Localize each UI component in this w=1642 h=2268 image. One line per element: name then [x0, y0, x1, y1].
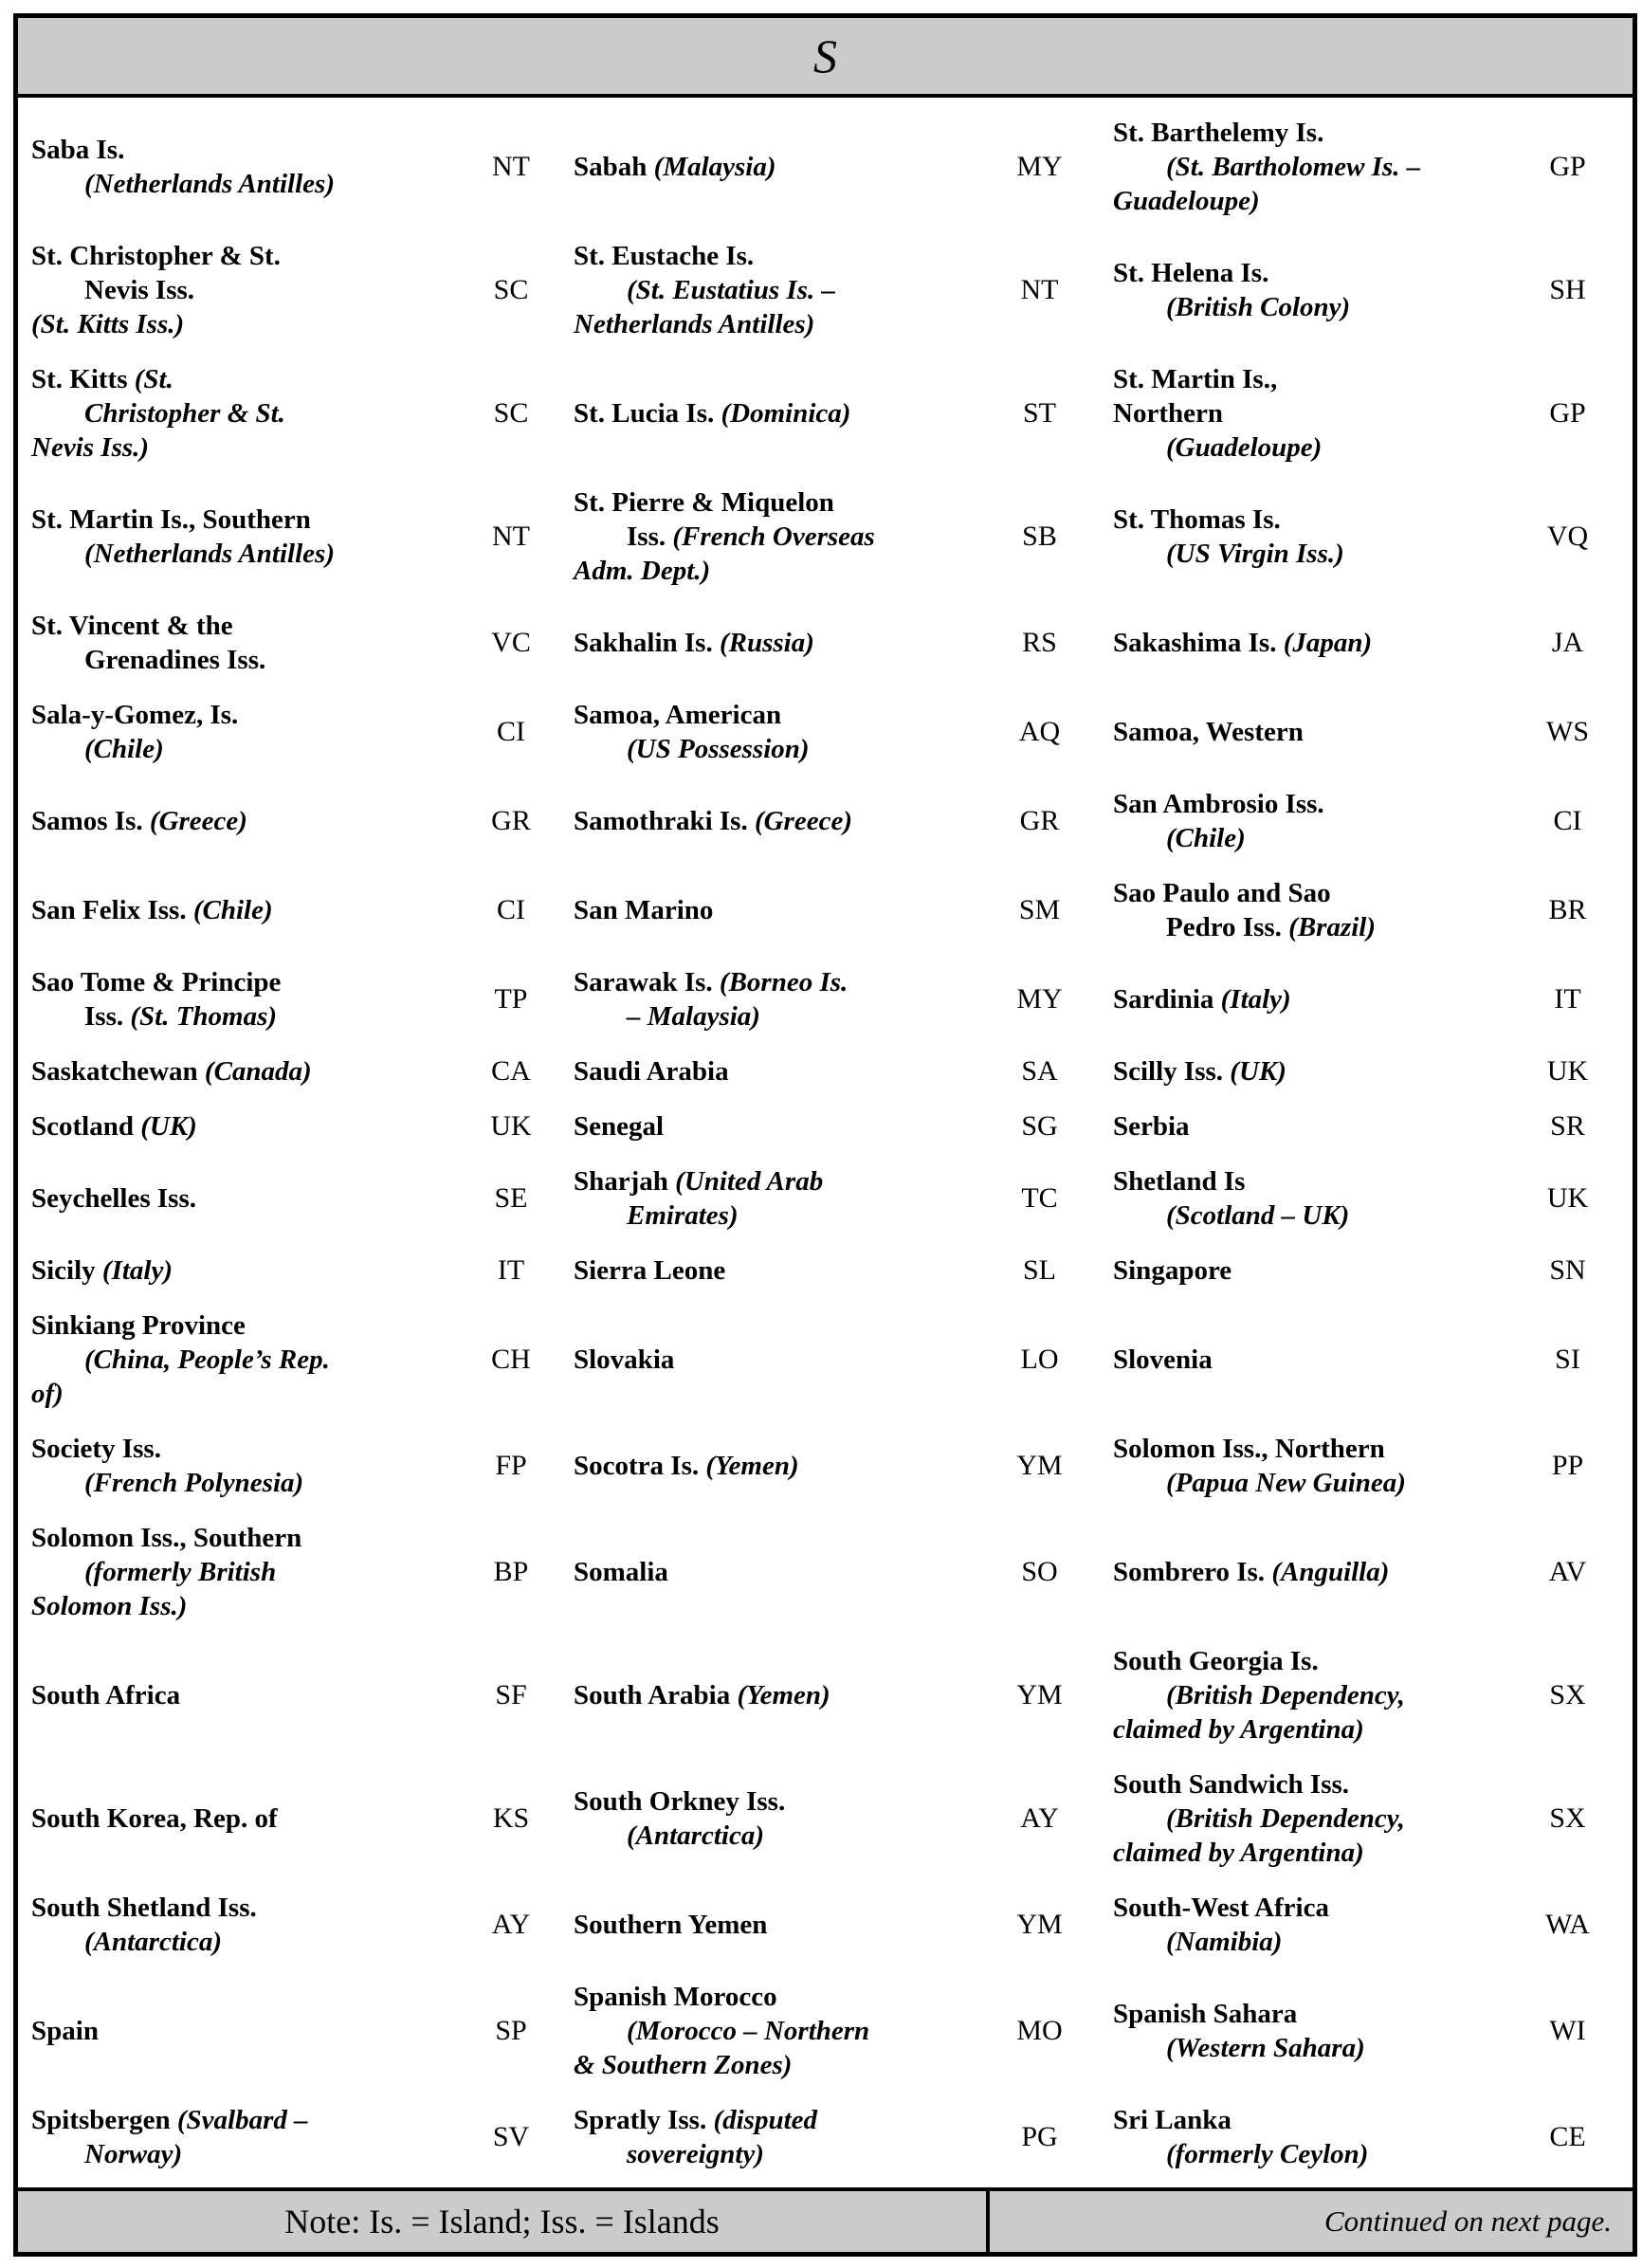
territory-name-line: Northern — [1113, 398, 1223, 429]
territory-name-line: Saba Is. — [31, 135, 125, 165]
territory-code: AV — [1548, 1556, 1587, 1587]
territory-name-line: St. Thomas Is. — [1113, 504, 1281, 535]
territory-name-line: (St. Eustatius Is. – — [627, 275, 836, 305]
territory-name-line: Singapore — [1113, 1255, 1232, 1286]
table-row — [18, 1298, 1633, 1421]
territory-name — [558, 239, 994, 341]
territory-name — [18, 1802, 464, 1836]
territory-name-line: Saudi Arabia — [574, 1056, 729, 1087]
territory-name — [558, 2103, 994, 2171]
territory-name-line: Grenadines Iss. — [84, 645, 266, 675]
table-row — [18, 866, 1633, 955]
territory-name — [1085, 1164, 1516, 1233]
territory-name — [558, 1343, 994, 1377]
territory-code: UK — [490, 1110, 532, 1142]
territory-code: SF — [495, 1679, 527, 1710]
territory-name-line: Scotland (UK) — [31, 1111, 197, 1142]
territory-name-line: Somalia — [574, 1557, 668, 1587]
territory-name-line: Shetland Is — [1113, 1166, 1246, 1197]
territory-name-line: South Orkney Iss. — [574, 1786, 786, 1817]
territory-name-line: (St. Bartholomew Is. – — [1166, 152, 1421, 182]
territory-name-line: St. Helena Is. — [1113, 258, 1269, 288]
territory-name-line: South Korea, Rep. of — [31, 1803, 278, 1834]
territory-code: CI — [1553, 805, 1582, 836]
territory-name-line: Southern Yemen — [574, 1910, 768, 1940]
territory-name-line: (formerly British — [84, 1557, 277, 1587]
territory-name-line: Samoa, Western — [1113, 717, 1304, 747]
territory-code: SH — [1549, 274, 1586, 305]
territory-code: SM — [1018, 894, 1061, 925]
territory-code: VC — [491, 627, 531, 658]
section-header-band — [18, 18, 1633, 98]
territory-name — [1085, 1054, 1516, 1088]
territory-name — [18, 698, 464, 766]
territory-name-line: St. Christopher & St. — [31, 241, 281, 271]
territory-name — [558, 1164, 994, 1233]
territory-name — [18, 1253, 464, 1288]
territory-name-line: South-West Africa — [1113, 1893, 1329, 1923]
territory-name — [1085, 362, 1516, 465]
territory-code: NT — [492, 151, 530, 182]
territory-code: CI — [497, 716, 525, 747]
territory-name-line: Sabah (Malaysia) — [574, 152, 776, 182]
territory-name-line: South Sandwich Iss. — [1113, 1769, 1350, 1800]
territory-name-line: Sao Tome & Principe — [31, 967, 282, 997]
territory-name — [18, 239, 464, 341]
territory-name — [18, 1678, 464, 1712]
territory-code: SL — [1022, 1254, 1056, 1286]
territory-name-line: (British Dependency, — [1166, 1680, 1405, 1710]
territory-name-line: sovereignty) — [627, 2139, 764, 2169]
territory-name-line: Sinkiang Province — [31, 1310, 246, 1341]
territory-name — [18, 2103, 464, 2171]
country-codes-table — [13, 13, 1637, 2257]
territory-code: PG — [1021, 2121, 1058, 2152]
territory-name-line: Spratly Iss. (disputed — [574, 2105, 818, 2135]
territory-code: YM — [1016, 1450, 1063, 1481]
table-row — [18, 1099, 1633, 1154]
territory-code: MY — [1016, 151, 1063, 182]
territory-name-line: Sharjah (United Arab — [574, 1166, 824, 1197]
territory-name — [1085, 1891, 1516, 1959]
territory-name-line: Nevis Iss. — [84, 275, 195, 305]
territory-name-line: – Malaysia) — [627, 1001, 760, 1032]
territory-name — [558, 1449, 994, 1483]
territory-name — [558, 893, 994, 927]
territory-name-line: (Chile) — [1166, 823, 1246, 853]
territory-name-line: (Guadeloupe) — [1166, 432, 1323, 463]
table-row — [18, 1510, 1633, 1634]
territory-name-line: (British Colony) — [1166, 292, 1351, 322]
territory-name-line: St. Lucia Is. (Dominica) — [574, 398, 851, 429]
territory-name-line: San Felix Iss. (Chile) — [31, 895, 273, 925]
territory-code: SI — [1555, 1344, 1580, 1375]
territory-name-line: St. Martin Is., — [1113, 364, 1278, 394]
territory-code: SP — [495, 2015, 527, 2046]
territory-name-line: (US Possession) — [627, 734, 810, 764]
territory-name-line: claimed by Argentina) — [1113, 1714, 1364, 1745]
territory-code: WI — [1549, 2015, 1586, 2046]
territory-name-line: of) — [31, 1379, 64, 1409]
territory-name — [1085, 787, 1516, 855]
territory-name — [558, 1253, 994, 1288]
territory-name — [18, 804, 464, 838]
territory-code: SX — [1549, 1679, 1586, 1710]
territory-name-line: Sicily (Italy) — [31, 1255, 173, 1286]
territory-name — [18, 609, 464, 677]
territory-code: TP — [494, 983, 528, 1015]
territory-name — [18, 1109, 464, 1143]
territory-code: ST — [1022, 397, 1056, 429]
territory-name-line: San Ambrosio Iss. — [1113, 789, 1324, 819]
territory-name-line: Sombrero Is. (Anguilla) — [1113, 1557, 1390, 1587]
territory-code: SR — [1550, 1110, 1585, 1142]
territory-name-line: Solomon Iss., Southern — [31, 1523, 302, 1553]
territory-name — [18, 1181, 464, 1216]
territory-name-line: Solomon Iss.) — [31, 1591, 188, 1621]
territory-code: BR — [1548, 894, 1587, 925]
territory-name-line: St. Eustache Is. — [574, 241, 755, 271]
territory-code: SB — [1022, 521, 1057, 552]
territory-name-line: (Scotland – UK) — [1166, 1200, 1350, 1231]
territory-name-line: Sao Paulo and Sao — [1113, 878, 1331, 908]
table-row — [18, 1154, 1633, 1243]
territory-name — [558, 396, 994, 430]
territory-name-line: (Western Sahara) — [1166, 2033, 1365, 2063]
territory-name-line: (US Virgin Iss.) — [1166, 539, 1344, 569]
territory-name-line: Spitsbergen (Svalbard – — [31, 2105, 308, 2135]
territory-name-line: Emirates) — [627, 1200, 739, 1231]
territory-name — [558, 804, 994, 838]
territory-code: SX — [1549, 1802, 1586, 1834]
territory-code: YM — [1016, 1679, 1063, 1710]
territory-name — [1085, 1767, 1516, 1870]
territory-name-line: Norway) — [84, 2139, 183, 2169]
territory-code: SE — [494, 1182, 528, 1214]
territory-name-line: (Netherlands Antilles) — [84, 539, 335, 569]
territory-name — [1085, 256, 1516, 324]
territory-code: SG — [1021, 1110, 1058, 1142]
territory-name — [1085, 982, 1516, 1016]
territory-name — [18, 503, 464, 571]
territory-code: NT — [1020, 274, 1059, 305]
territory-name-line: Society Iss. — [31, 1434, 161, 1464]
territory-name-line: Sierra Leone — [574, 1255, 726, 1286]
territory-name-line: (Papua New Guinea) — [1166, 1468, 1406, 1498]
territory-name-line: Pedro Iss. (Brazil) — [1166, 912, 1377, 942]
territory-name-line: St. Pierre & Miquelon — [574, 487, 834, 518]
territory-name-line: Iss. (French Overseas — [627, 521, 875, 552]
territory-code: CA — [491, 1055, 531, 1087]
territory-name — [1085, 715, 1516, 749]
territory-code: CH — [491, 1344, 531, 1375]
territory-name — [1085, 876, 1516, 944]
territory-name-line: Senegal — [574, 1111, 665, 1142]
territory-name — [558, 1109, 994, 1143]
territory-name-line: Spanish Sahara — [1113, 1999, 1298, 2029]
territory-name-line: St. Vincent & the — [31, 611, 233, 641]
territory-code: MO — [1016, 2015, 1063, 2046]
table-row — [18, 1044, 1633, 1099]
territory-name-line: San Marino — [574, 895, 714, 925]
territory-name-line: (China, People’s Rep. — [84, 1344, 330, 1375]
territory-name — [18, 965, 464, 1033]
territory-code: GP — [1549, 397, 1586, 429]
territory-name — [1085, 1109, 1516, 1143]
territory-name-line: Serbia — [1113, 1111, 1190, 1142]
territory-code: GR — [1019, 805, 1060, 836]
territory-name-line: (Namibia) — [1166, 1927, 1283, 1957]
table-row — [18, 687, 1633, 777]
territory-name-line: St. Martin Is., Southern — [31, 504, 311, 535]
territory-name — [558, 485, 994, 588]
territory-name — [558, 150, 994, 184]
territory-name — [1085, 1343, 1516, 1377]
table-row — [18, 955, 1633, 1044]
territory-name-line: (Antarctica) — [627, 1820, 764, 1851]
territory-name-line: Adm. Dept.) — [574, 556, 711, 586]
territory-name — [18, 1054, 464, 1088]
territory-code: VQ — [1546, 521, 1589, 552]
territory-name-line: Samoa, American — [574, 700, 782, 730]
territory-name-line: South Arabia (Yemen) — [574, 1680, 830, 1710]
territory-name — [1085, 1555, 1516, 1589]
territory-name-line: (Antarctica) — [84, 1927, 222, 1957]
table-row — [18, 1421, 1633, 1510]
territory-name-line: Socotra Is. (Yemen) — [574, 1451, 799, 1481]
territory-name-line: Sala-y-Gomez, Is. — [31, 700, 239, 730]
table-row — [18, 352, 1633, 475]
territory-name-line: Samothraki Is. (Greece) — [574, 806, 852, 836]
territory-name-line: & Southern Zones) — [574, 2050, 793, 2080]
territory-name — [558, 1054, 994, 1088]
territory-name — [18, 1891, 464, 1959]
table-row — [18, 2093, 1633, 2182]
territory-name-line: Solomon Iss., Northern — [1113, 1434, 1385, 1464]
territory-name — [558, 1980, 994, 2082]
territory-code: KS — [492, 1802, 530, 1834]
territory-name — [1085, 2103, 1516, 2171]
territory-name — [558, 1784, 994, 1853]
territory-name-line: Christopher & St. — [84, 398, 285, 429]
territory-name — [558, 1555, 994, 1589]
table-row — [18, 1757, 1633, 1880]
territory-name — [18, 362, 464, 465]
territory-name — [18, 893, 464, 927]
territory-name — [558, 1908, 994, 1942]
territory-name-line: Slovakia — [574, 1344, 675, 1375]
territory-name — [18, 133, 464, 201]
territory-name-line: Slovenia — [1113, 1344, 1213, 1375]
table-row — [18, 105, 1633, 229]
territory-name-line: (St. Kitts Iss.) — [31, 309, 185, 339]
territory-name-line: South Africa — [31, 1680, 181, 1710]
territory-name-line: St. Kitts (St. — [31, 364, 173, 394]
territory-code: CE — [1549, 2121, 1586, 2152]
territory-name — [1085, 1997, 1516, 2065]
territory-name-line: Spain — [31, 2016, 99, 2046]
territory-name-line: Sakhalin Is. (Russia) — [574, 628, 814, 658]
territory-code: NT — [492, 521, 530, 552]
territory-name — [1085, 503, 1516, 571]
territory-code: TC — [1021, 1182, 1058, 1214]
territory-name — [1085, 1253, 1516, 1288]
territory-code: IT — [497, 1254, 525, 1286]
territory-name-line: Iss. (St. Thomas) — [84, 1001, 278, 1032]
territory-name-line: Seychelles Iss. — [31, 1183, 196, 1214]
table-row — [18, 1969, 1633, 2093]
table-row — [18, 1634, 1633, 1757]
territory-code: AY — [491, 1909, 531, 1940]
territory-name-line: Sarawak Is. (Borneo Is. — [574, 967, 848, 997]
territory-name — [558, 698, 994, 766]
table-row — [18, 598, 1633, 687]
territory-code: SC — [493, 397, 529, 429]
territory-name-line: Spanish Morocco — [574, 1982, 777, 2012]
territory-code: JA — [1551, 627, 1584, 658]
territory-name-line: Nevis Iss.) — [31, 432, 150, 463]
territory-name-line: (French Polynesia) — [84, 1468, 304, 1498]
territory-code: AY — [1020, 1802, 1059, 1834]
territory-code: FP — [495, 1450, 527, 1481]
territory-name-line: Scilly Iss. (UK) — [1113, 1056, 1286, 1087]
table-row — [18, 475, 1633, 598]
territory-code: MY — [1016, 983, 1063, 1015]
territory-name — [18, 2014, 464, 2048]
territory-name-line: St. Barthelemy Is. — [1113, 118, 1324, 148]
table-row — [18, 1243, 1633, 1298]
territory-name — [558, 1678, 994, 1712]
table-row — [18, 777, 1633, 866]
footer-note: Note: Is. = Island; Iss. = Islands — [284, 2203, 720, 2241]
territory-code: SO — [1021, 1556, 1058, 1587]
territory-name-line: (Morocco – Northern — [627, 2016, 870, 2046]
territory-code: IT — [1554, 983, 1581, 1015]
territory-code: AQ — [1018, 716, 1061, 747]
territory-name — [1085, 116, 1516, 218]
territory-code: UK — [1546, 1182, 1589, 1214]
territory-name — [18, 1432, 464, 1500]
territory-name-line: (Chile) — [84, 734, 164, 764]
territory-code: CI — [497, 894, 525, 925]
territory-name-line: (formerly Ceylon) — [1166, 2139, 1369, 2169]
territory-code: BP — [493, 1556, 529, 1587]
territory-code: PP — [1551, 1450, 1584, 1481]
territory-name-line: Sri Lanka — [1113, 2105, 1232, 2135]
territory-name — [18, 1521, 464, 1623]
table-row — [18, 229, 1633, 352]
territory-name-line: South Shetland Iss. — [31, 1893, 257, 1923]
territory-code: GP — [1549, 151, 1586, 182]
territory-name-line: Sakashima Is. (Japan) — [1113, 628, 1373, 658]
table-row — [18, 1880, 1633, 1969]
territory-name-line: Netherlands Antilles) — [574, 309, 815, 339]
territory-name-line: (British Dependency, — [1166, 1803, 1405, 1834]
territory-name — [1085, 1644, 1516, 1747]
territory-code: GR — [491, 805, 531, 836]
section-letter: S — [813, 29, 837, 82]
footer-continued: Continued on next page. — [986, 2191, 1633, 2252]
territory-code: SN — [1549, 1254, 1586, 1286]
territory-code: UK — [1546, 1055, 1589, 1087]
territory-name-line: Samos Is. (Greece) — [31, 806, 247, 836]
territory-name-line: Sardinia (Italy) — [1113, 984, 1291, 1015]
territory-code: YM — [1016, 1909, 1063, 1940]
territory-name — [18, 1308, 464, 1411]
territory-name-line: claimed by Argentina) — [1113, 1838, 1364, 1868]
territory-name — [558, 965, 994, 1033]
territory-name — [1085, 626, 1516, 660]
territory-name-line: Guadeloupe) — [1113, 186, 1260, 216]
territory-name — [1085, 1432, 1516, 1500]
territory-code: SA — [1021, 1055, 1058, 1087]
territory-code: WA — [1545, 1909, 1590, 1940]
territory-code: WS — [1546, 716, 1589, 747]
territory-name-line: Saskatchewan (Canada) — [31, 1056, 312, 1087]
territory-name-line: (Netherlands Antilles) — [84, 169, 335, 199]
territory-code: SC — [493, 274, 529, 305]
territory-code: SV — [492, 2121, 530, 2152]
territory-name — [558, 626, 994, 660]
territory-code: LO — [1020, 1344, 1059, 1375]
territory-name-line: South Georgia Is. — [1113, 1646, 1319, 1676]
territory-code: RS — [1022, 627, 1057, 658]
table-body — [18, 98, 1633, 2187]
table-footer-band — [18, 2187, 1633, 2252]
